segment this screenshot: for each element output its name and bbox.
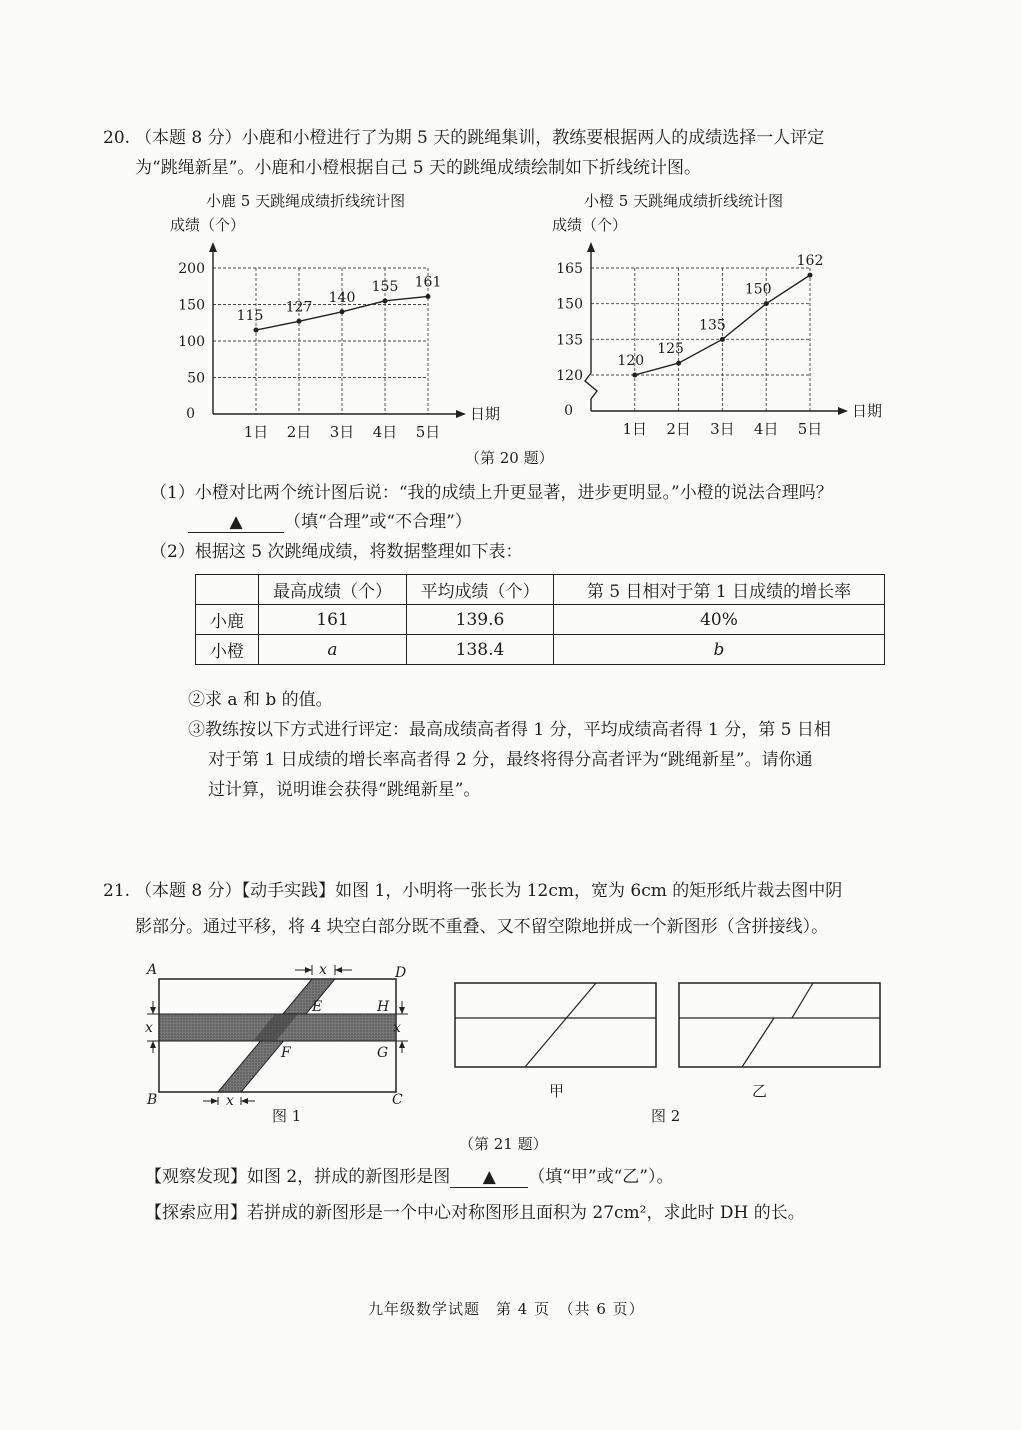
y-tick-label: 100 [178, 334, 205, 350]
chart1-title: 小鹿 5 天跳绳成绩折线统计图 [206, 192, 406, 210]
table-cell: 139.6 [407, 605, 554, 635]
y-tick-label: 150 [178, 297, 205, 314]
option-jia-label: 甲 [549, 1082, 565, 1100]
x-axis-label: 日期 [470, 405, 501, 423]
table-header-cell: 平均成绩（个） [407, 575, 554, 605]
data-label: 135 [699, 317, 726, 334]
table-cell: 40% [554, 605, 885, 635]
label-x-left: x [145, 1020, 153, 1036]
q20-sub2: ②求 a 和 b 的值。 [188, 690, 333, 710]
q21-observe-row [145, 1167, 674, 1188]
y-axis-arrow [587, 242, 595, 252]
q20-part1-line1: （1）小橙对比两个统计图后说：“我的成绩上升更显著，进步更明显。”小橙的说法合理吗？ [150, 483, 833, 503]
fig2-caption: 图 2 [651, 1107, 681, 1125]
x-tick-label: 1日 [243, 423, 269, 441]
table-cell: 小橙 [196, 635, 259, 665]
x-axis-arrow [838, 407, 848, 415]
data-point [426, 294, 431, 299]
data-point [254, 328, 259, 333]
figure2-yi [674, 978, 889, 1073]
q20-sub3-line2: 对于第 1 日成绩的增长率高者得 2 分，最终将得分高者评为“跳绳新星”。请你通 [208, 750, 813, 770]
chart2-svg [548, 208, 883, 448]
data-point [632, 373, 637, 378]
q21-explore: 【探索应用】若拼成的新图形是一个中心对称图形且面积为 27cm²，求此时 DH 的长。 [145, 1203, 805, 1223]
data-point [808, 273, 813, 278]
x-tick-label: 3日 [710, 420, 735, 438]
label-G: G [377, 1045, 389, 1061]
option-yi-label: 乙 [752, 1082, 768, 1100]
figure2-jia [450, 978, 665, 1073]
label-D: D [395, 965, 407, 981]
y-axis-label: 成绩（个） [552, 216, 628, 234]
chart1-svg [170, 208, 501, 448]
q21-number: 21. [103, 881, 131, 901]
q21-line2: 影部分。通过平移，将 4 块空白部分既不重叠、又不留空隙地拼成一个新图形（含拼接线）。 [135, 917, 829, 937]
label-A: A [147, 962, 158, 978]
q20-sub3-line3: 过计算，说明谁会获得“跳绳新星”。 [208, 780, 481, 800]
x-tick-label: 2日 [286, 423, 312, 441]
label-x-bottom: x [226, 1093, 234, 1109]
x-tick-label: 5日 [797, 420, 823, 438]
data-label: 120 [617, 353, 645, 369]
label-x-top: x [319, 962, 327, 978]
score-table [195, 574, 885, 665]
table-header-cell [196, 575, 259, 605]
q20-part1-answer-row [188, 512, 472, 533]
table-cell: 小鹿 [196, 605, 259, 635]
y-tick-label: 50 [187, 370, 205, 387]
data-label: 162 [796, 253, 824, 270]
x-tick-label: 4日 [372, 423, 398, 441]
q21-observe-suffix: （填“甲”或“乙”）。 [528, 1167, 674, 1187]
q20-part1-blank[interactable]: ▲ [188, 512, 284, 533]
label-E: E [312, 999, 323, 1015]
q20-figure-caption: （第 20 题） [465, 449, 554, 467]
chart2-title: 小橙 5 天跳绳成绩折线统计图 [584, 192, 784, 210]
q20-line1: （本题 8 分）小鹿和小橙进行了为期 5 天的跳绳集训，教练要根据两人的成绩选择一人评定 [135, 128, 825, 148]
table-header-cell: 第 5 日相对于第 1 日成绩的增长率 [554, 575, 885, 605]
fig1-caption: 图 1 [272, 1107, 302, 1125]
table-cell: 161 [259, 605, 407, 635]
y-tick-label: 150 [556, 296, 583, 313]
label-x-right: x [393, 1020, 401, 1036]
y-axis-label: 成绩（个） [170, 216, 246, 234]
q20-part2-intro: （2）根据这 5 次跳绳成绩，将数据整理如下表： [150, 542, 523, 562]
table-cell: a [259, 635, 407, 665]
y-axis-arrow [209, 242, 217, 252]
table-header-row [196, 575, 885, 605]
data-point [764, 301, 769, 306]
data-label: 125 [657, 341, 684, 358]
x-tick-label: 4日 [753, 420, 779, 438]
y-tick-label: 0 [564, 403, 573, 419]
x-tick-label: 1日 [622, 420, 648, 438]
label-F: F [281, 1045, 291, 1061]
figure1 [135, 955, 420, 1130]
x-tick-label: 5日 [415, 423, 441, 441]
data-point [297, 319, 302, 324]
y-tick-label: 135 [556, 332, 583, 349]
q21-observe-prefix: 【观察发现】如图 2，拼成的新图形是图 [145, 1167, 451, 1187]
data-label: 161 [414, 274, 442, 291]
label-C: C [392, 1092, 403, 1108]
data-point [383, 298, 388, 303]
x-axis-arrow [456, 410, 466, 418]
axis-break [585, 373, 597, 411]
table-cell: 138.4 [407, 635, 554, 665]
q20-number: 20. [103, 128, 131, 148]
x-tick-label: 3日 [329, 423, 355, 441]
data-point [676, 361, 681, 366]
table-row [196, 635, 885, 665]
table-header-cell: 最高成绩（个） [259, 575, 407, 605]
data-label: 127 [285, 299, 313, 316]
table-cell: b [554, 635, 885, 665]
table-row [196, 605, 885, 635]
label-H: H [377, 999, 390, 1015]
q20-line2: 为“跳绳新星”。小鹿和小橙根据自己 5 天的跳绳成绩绘制如下折线统计图。 [135, 158, 702, 178]
label-B: B [147, 1092, 158, 1108]
q20-sub3-line1: ③教练按以下方式进行评定：最高成绩高者得 1 分，平均成绩高者得 1 分，第 5 日相 [188, 720, 831, 740]
y-tick-label: 165 [556, 261, 583, 277]
q21-observe-blank[interactable]: ▲ [450, 1167, 528, 1188]
data-label: 140 [328, 289, 356, 306]
data-label: 115 [236, 308, 264, 325]
data-point [340, 309, 345, 314]
x-tick-label: 2日 [666, 420, 691, 438]
y-tick-label: 120 [556, 368, 583, 384]
data-point [720, 337, 725, 342]
data-label: 155 [371, 278, 399, 295]
q21-figure-caption: （第 21 题） [459, 1135, 548, 1153]
y-tick-label: 0 [186, 406, 195, 422]
y-tick-label: 200 [178, 261, 205, 277]
q21-line1: （本题 8 分）【动手实践】如图 1，小明将一张长为 12cm，宽为 6cm 的矩形纸片裁去图中阴 [135, 881, 843, 901]
x-axis-label: 日期 [852, 402, 883, 420]
q20-part1-hint: （填“合理”或“不合理”） [284, 512, 472, 532]
page-footer: 九年级数学试题 第 4 页 （共 6 页） [368, 1300, 645, 1318]
data-label: 150 [744, 281, 772, 298]
